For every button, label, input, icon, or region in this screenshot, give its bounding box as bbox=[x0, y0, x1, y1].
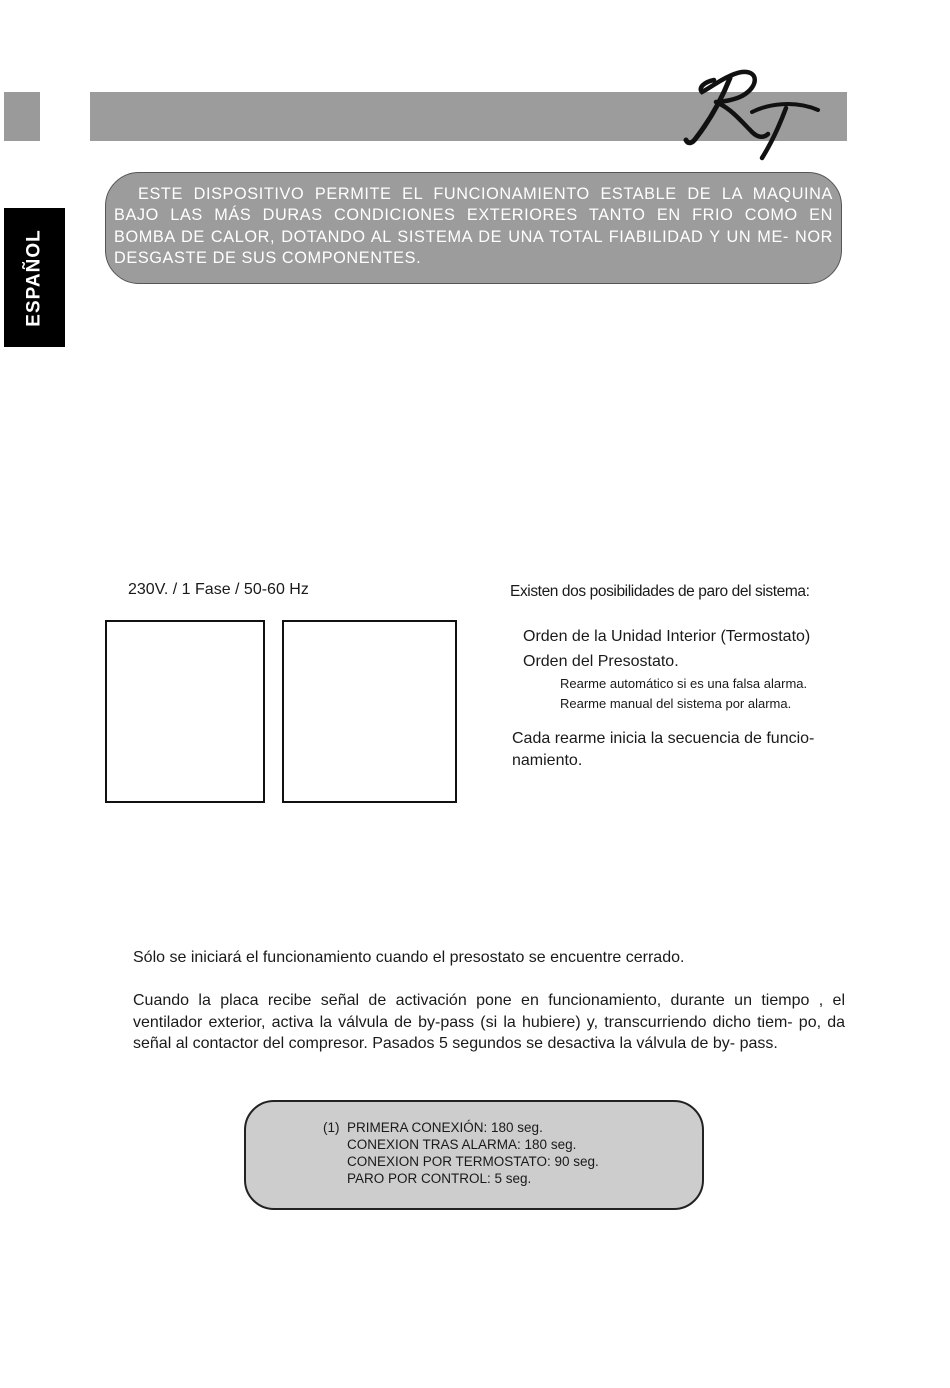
timing-line: PARO POR CONTROL: 5 seg. bbox=[347, 1171, 532, 1186]
timing-line: CONEXION POR TERMOSTATO: 90 seg. bbox=[347, 1154, 599, 1169]
stop-modes-title: Existen dos posibilidades de paro del sistema: bbox=[510, 583, 810, 600]
stop-mode-item: Orden del Presostato. bbox=[523, 653, 679, 670]
stop-mode-subitem: Rearme manual del sistema por alarma. bbox=[560, 696, 792, 711]
stop-mode-subitem: Rearme automático si es una falsa alarma. bbox=[560, 676, 808, 691]
restart-note: Cada rearme inicia la secuencia de funcio- namiento. bbox=[512, 730, 815, 769]
side-tab-marker bbox=[4, 92, 40, 141]
diagram-box-left bbox=[105, 620, 265, 803]
diagram-box-right bbox=[282, 620, 457, 803]
operation-paragraph-2: Cuando la placa recibe señal de activación pone en funcionamiento, durante un tiempo , el ventilador exterior, activa la válvula de by-pass (si la hubiere) y, transcurriendo dicho tiem- po, da señal al contactor del compresor. Pasados 5 segundos se desactiva la válvula de by- pass. bbox=[133, 992, 845, 1053]
operation-paragraph-1: Sólo se iniciará el funcionamiento cuando el presostato se encuentre cerrado. bbox=[133, 949, 685, 966]
power-supply-label: 230V. / 1 Fase / 50-60 Hz bbox=[128, 581, 309, 598]
rt-logo bbox=[676, 58, 826, 168]
language-label: ESPAÑOL bbox=[23, 228, 45, 327]
intro-text: ESTE DISPOSITIVO PERMITE EL FUNCIONAMIENTO ESTABLE DE LA MAQUINA BAJO LAS MÁS DURAS CONDICIONES EXTERIORES TANTO EN FRIO COMO EN BOMBA DE CALOR, DOTANDO AL SISTEMA DE UNA TOTAL FIABILIDAD Y UN ME- NOR DESGASTE DE SUS COMPONENTES. bbox=[114, 185, 833, 267]
timings-note-number: (1) bbox=[323, 1120, 340, 1135]
stop-mode-item: Orden de la Unidad Interior (Termostato) bbox=[523, 628, 811, 645]
timing-line: CONEXION TRAS ALARMA: 180 seg. bbox=[347, 1137, 577, 1152]
timing-line: PRIMERA CONEXIÓN: 180 seg. bbox=[347, 1120, 543, 1135]
intro-callout bbox=[105, 172, 842, 284]
language-tab bbox=[4, 208, 65, 347]
